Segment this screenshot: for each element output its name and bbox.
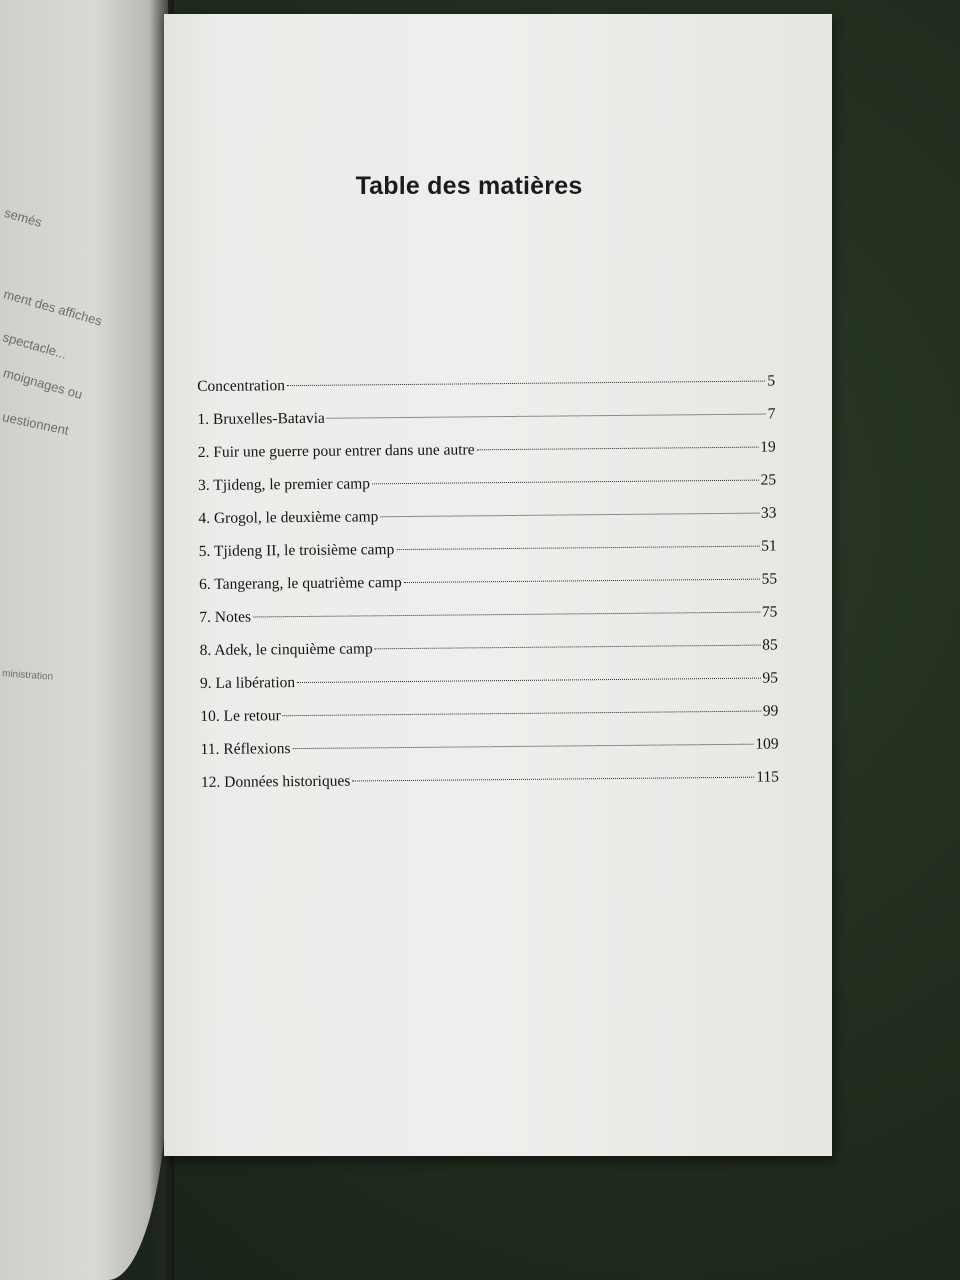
toc-entry-page-number: 115 <box>756 768 780 786</box>
toc-entry-page-number: 33 <box>760 504 777 522</box>
bleed-text: semés <box>2 205 44 230</box>
page-title: Table des matières <box>355 172 583 200</box>
dot-leader <box>292 744 753 749</box>
dot-leader <box>283 711 761 717</box>
dot-leader <box>404 579 760 583</box>
bleed-text: moignages ou <box>1 365 85 402</box>
toc-entry <box>200 727 778 766</box>
toc-entry-label: 11. Réflexions <box>200 740 291 758</box>
dot-leader <box>327 414 766 419</box>
toc-entry-label: 3. Tjideng, le premier camp <box>198 475 371 494</box>
toc-entry-page-number: 55 <box>761 570 778 588</box>
toc-entry-page-number: 7 <box>767 405 776 423</box>
bleed-text: spectacle... <box>1 329 69 362</box>
dot-leader <box>352 777 754 782</box>
toc-entry-label: 4. Grogol, le deuxième camp <box>198 508 379 527</box>
toc-entry-page-number: 19 <box>760 438 776 456</box>
toc-entry <box>200 694 778 733</box>
toc-entry <box>199 529 777 568</box>
toc-entry-label: 2. Fuir une guerre pour entrer dans une autre <box>197 441 475 461</box>
dot-leader <box>375 645 760 650</box>
toc-entry-label: 12. Données historiques <box>200 772 351 791</box>
toc-entry <box>199 562 777 601</box>
toc-entry-label: 9. La libération <box>199 674 296 692</box>
toc-entry <box>201 760 779 799</box>
toc-entry-label: 7. Notes <box>199 608 252 626</box>
toc-entry <box>200 661 778 700</box>
toc-entry <box>197 397 775 436</box>
toc-entry-label: 6. Tangerang, le quatrième camp <box>198 574 402 593</box>
toc-entry-label: 1. Bruxelles-Batavia <box>197 409 325 428</box>
bleed-text: ministration <box>1 668 54 683</box>
dot-leader <box>297 678 760 683</box>
toc-entry <box>200 628 778 667</box>
toc-entry-page-number: 75 <box>761 603 778 621</box>
toc-entry <box>198 496 776 535</box>
dot-leader <box>396 546 759 550</box>
toc-entry-page-number: 51 <box>761 537 777 555</box>
toc-entry <box>198 463 776 502</box>
toc-entry-page-number: 25 <box>760 471 777 489</box>
toc-entry-page-number: 5 <box>767 372 776 390</box>
toc-entry-page-number: 109 <box>755 735 779 753</box>
toc-entry <box>199 595 777 634</box>
toc-entry <box>197 364 775 403</box>
bleed-text: ment des affiches <box>1 286 104 329</box>
toc-entry-label: 8. Adek, le cinquième camp <box>199 640 373 659</box>
dot-leader <box>253 612 760 618</box>
toc-entry-label: 5. Tjideng II, le troisième camp <box>198 541 395 560</box>
dot-leader <box>477 447 759 451</box>
dot-leader <box>380 513 759 518</box>
toc-entry-page-number: 95 <box>762 669 779 687</box>
toc-entry-label: Concentration <box>197 377 286 395</box>
book-page <box>164 14 832 1156</box>
toc-entry-label: 10. Le retour <box>200 707 281 725</box>
dot-leader <box>372 480 759 485</box>
bleed-text: uestionnent <box>1 409 71 438</box>
dot-leader <box>287 381 765 387</box>
toc-entry-page-number: 85 <box>762 636 778 654</box>
toc-entry <box>198 430 776 469</box>
left-facing-page <box>0 0 168 1280</box>
table-of-contents <box>197 364 779 799</box>
toc-entry-page-number: 99 <box>762 702 779 720</box>
